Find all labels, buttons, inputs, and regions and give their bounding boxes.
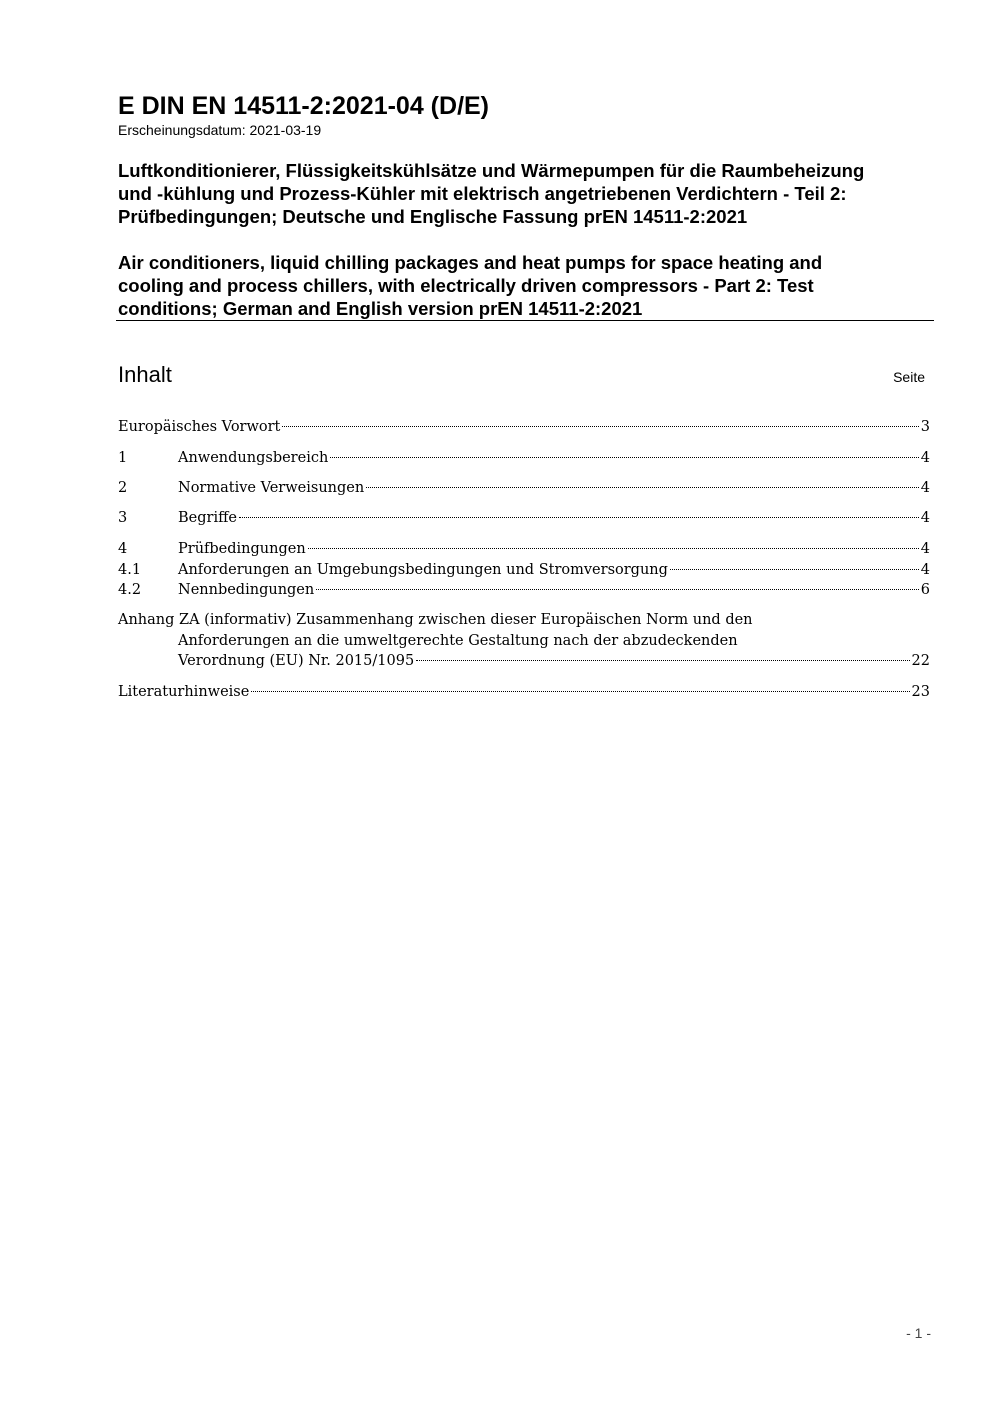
title-english xyxy=(118,251,938,320)
toc-entry-number: 4 xyxy=(118,541,128,557)
page-number: - 1 - xyxy=(906,1325,931,1341)
toc-entry-normative-references[interactable] xyxy=(118,478,930,498)
title-german-line: Luftkonditionierer, Flüssigkeitskühlsätze und Wärmepumpen für die Raumbeheizung xyxy=(118,160,865,181)
toc-entry-number: 2 xyxy=(118,480,128,496)
toc-leader-dots xyxy=(416,660,909,661)
toc-entry-terms[interactable] xyxy=(118,508,930,528)
toc-leader-dots xyxy=(366,487,919,488)
toc-entry-page: 4 xyxy=(920,541,930,557)
toc-entry-rating-conditions[interactable] xyxy=(118,580,930,600)
toc-entry-page: 4 xyxy=(920,510,930,526)
toc-leader-dots xyxy=(316,589,919,590)
publication-date: Erscheinungsdatum: 2021-03-19 xyxy=(118,122,322,138)
toc-entry-number: 4.1 xyxy=(118,562,142,578)
toc-entry-title: Europäisches Vorwort xyxy=(118,419,281,435)
toc-entry-page: 4 xyxy=(920,562,930,578)
toc-entry-test-conditions[interactable] xyxy=(118,539,930,559)
toc-entry-page: 22 xyxy=(911,653,930,669)
toc-entry-title: Literaturhinweise xyxy=(118,684,250,700)
annex-title-line: Anforderungen an die umweltgerechte Gestaltung nach der abzudeckenden xyxy=(178,632,738,649)
toc-entry-title: Anforderungen an Umgebungsbedingungen und Stromversorgung xyxy=(178,562,668,578)
toc-heading: Inhalt xyxy=(118,362,172,387)
toc-entry-title: Begriffe xyxy=(178,510,237,526)
toc-entry-page: 4 xyxy=(920,450,930,466)
toc-entry-number: 4.2 xyxy=(118,582,142,598)
title-german xyxy=(118,159,938,228)
annex-title-line: Verordnung (EU) Nr. 2015/1095 xyxy=(178,653,415,669)
title-english-line: conditions; German and English version prEN 14511-2:2021 xyxy=(118,298,643,319)
toc-entry-page: 3 xyxy=(920,419,930,435)
toc-entry-bibliography[interactable] xyxy=(118,682,930,702)
toc-entry-page: 4 xyxy=(920,480,930,496)
toc-entry-title: Anwendungsbereich xyxy=(178,450,329,466)
toc-entry-scope[interactable] xyxy=(118,448,930,468)
header-divider xyxy=(116,320,934,321)
toc-page-column-label: Seite xyxy=(893,369,925,385)
toc-entry-title: Prüfbedingungen xyxy=(178,541,306,557)
toc-leader-dots xyxy=(251,691,909,692)
toc-entry-annex-za[interactable] xyxy=(118,610,930,672)
title-german-line: und -kühlung und Prozess-Kühler mit elektrisch angetriebenen Verdichtern - Teil 2: xyxy=(118,183,847,204)
toc-leader-dots xyxy=(308,548,919,549)
title-english-line: Air conditioners, liquid chilling packages and heat pumps for space heating and xyxy=(118,252,823,273)
toc-entry-european-foreword[interactable] xyxy=(118,417,930,437)
title-german-line: Prüfbedingungen; Deutsche und Englische Fassung prEN 14511-2:2021 xyxy=(118,206,748,227)
toc-entry-title: Normative Verweisungen xyxy=(178,480,365,496)
annex-title-line: Anhang ZA (informativ) Zusammenhang zwischen dieser Europäischen Norm und den xyxy=(118,612,753,628)
toc-leader-dots xyxy=(239,517,919,518)
toc-entry-number: 3 xyxy=(118,510,128,526)
toc-entry-number: 1 xyxy=(118,450,128,466)
toc-entry-environment-requirements[interactable] xyxy=(118,560,930,580)
toc-leader-dots xyxy=(670,569,919,570)
toc-leader-dots xyxy=(330,457,918,458)
toc-entry-page: 6 xyxy=(920,582,930,598)
toc-leader-dots xyxy=(282,426,918,427)
title-english-line: cooling and process chillers, with electrically driven compressors - Part 2: Test xyxy=(118,275,814,296)
annex-title-last-line xyxy=(118,651,930,672)
toc-entry-page: 23 xyxy=(911,684,930,700)
toc-entry-title: Nennbedingungen xyxy=(178,582,315,598)
document-id: E DIN EN 14511-2:2021-04 (D/E) xyxy=(118,92,490,120)
